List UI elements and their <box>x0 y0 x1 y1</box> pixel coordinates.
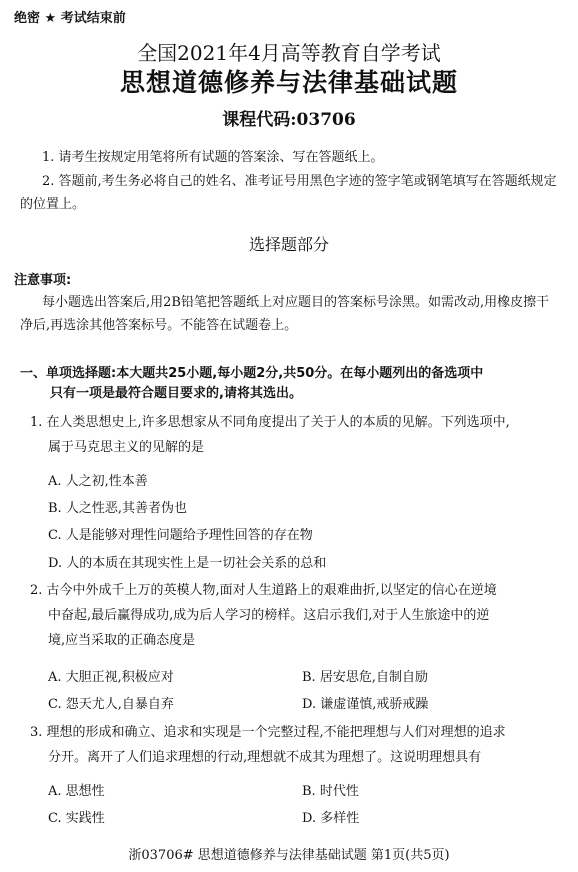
section-title: 选择题部分 <box>248 235 329 254</box>
q3-option-d: D. 多样性 <box>302 811 360 826</box>
course-code: 课程代码:03706 <box>222 110 356 130</box>
part-heading <box>20 364 565 404</box>
question-1-stem-line2: 属于马克思主义的见解的是 <box>48 440 205 455</box>
question-3 <box>30 720 565 770</box>
question-2-stem-line1: 2. 古今中外成千上万的英模人物,面对人生道路上的艰难曲折,以坚定的信心在逆境 <box>30 583 497 598</box>
q3-option-c: C. 实践性 <box>48 811 105 826</box>
q2-option-b: B. 居安思危,自制自励 <box>302 670 428 685</box>
instruction-1: 1. 请考生按规定用笔将所有试题的答案涂、写在答题纸上。 <box>42 150 384 165</box>
question-2 <box>30 578 565 653</box>
q3-option-b: B. 时代性 <box>302 784 359 799</box>
q3-option-a: A. 思想性 <box>48 784 105 799</box>
exam-session-title: 全国2021年4月高等教育自学考试 <box>137 41 441 65</box>
q2-option-d: D. 谦虚谨慎,戒骄戒躁 <box>302 697 429 712</box>
q1-option-d: D. 人的本质在其现实性上是一切社会关系的总和 <box>48 556 327 571</box>
question-3-stem-line2: 分开。离开了人们追求理想的行动,理想就不成其为理想了。这说明理想具有 <box>48 750 482 765</box>
part-heading-line1: 一、单项选择题:本大题共25小题,每小题2分,共50分。在每小题列出的备选项中 <box>20 366 484 381</box>
page-footer: 浙03706# 思想道德修养与法律基础试题 第1页(共5页) <box>128 848 450 863</box>
notice-body: 每小题选出答案后,用2B铅笔把答题纸上对应题目的答案标号涂黑。如需改动,用橡皮擦干净后,再选涂其他答案标号。不能答在试题卷上。 <box>20 295 550 333</box>
question-3-stem-line1: 3. 理想的形成和确立、追求和实现是一个完整过程,不能把理想与人们对理想的追求 <box>30 725 506 740</box>
q1-option-a: A. 人之初,性本善 <box>48 474 148 489</box>
notice-heading: 注意事项: <box>14 273 72 288</box>
instruction-2: 2. 答题前,考生务必将自己的姓名、准考证号用黑色字迹的签字笔或钢笔填写在答题纸规定的位置上。 <box>20 174 557 212</box>
q1-option-b: B. 人之性恶,其善者伪也 <box>48 501 187 516</box>
question-2-stem-line3: 境,应当采取的正确态度是 <box>48 633 196 648</box>
q2-option-a: A. 大胆正视,积极应对 <box>48 670 174 685</box>
question-1-stem-line1: 1. 在人类思想史上,许多思想家从不同角度提出了关于人的本质的见解。下列选项中, <box>30 415 510 430</box>
exam-subject-title: 思想道德修养与法律基础试题 <box>119 68 458 97</box>
q1-option-c: C. 人是能够对理性问题给予理性回答的存在物 <box>48 528 313 543</box>
q2-option-c: C. 怨天尤人,自暴自弃 <box>48 697 174 712</box>
confidential-mark: 绝密 ★ 考试结束前 <box>14 11 126 26</box>
question-1 <box>30 410 565 460</box>
question-2-stem-line2: 中奋起,最后赢得成功,成为后人学习的榜样。这启示我们,对于人生旅途中的逆 <box>48 608 490 623</box>
part-heading-line2: 只有一项是最符合题目要求的,请将其选出。 <box>50 386 302 401</box>
